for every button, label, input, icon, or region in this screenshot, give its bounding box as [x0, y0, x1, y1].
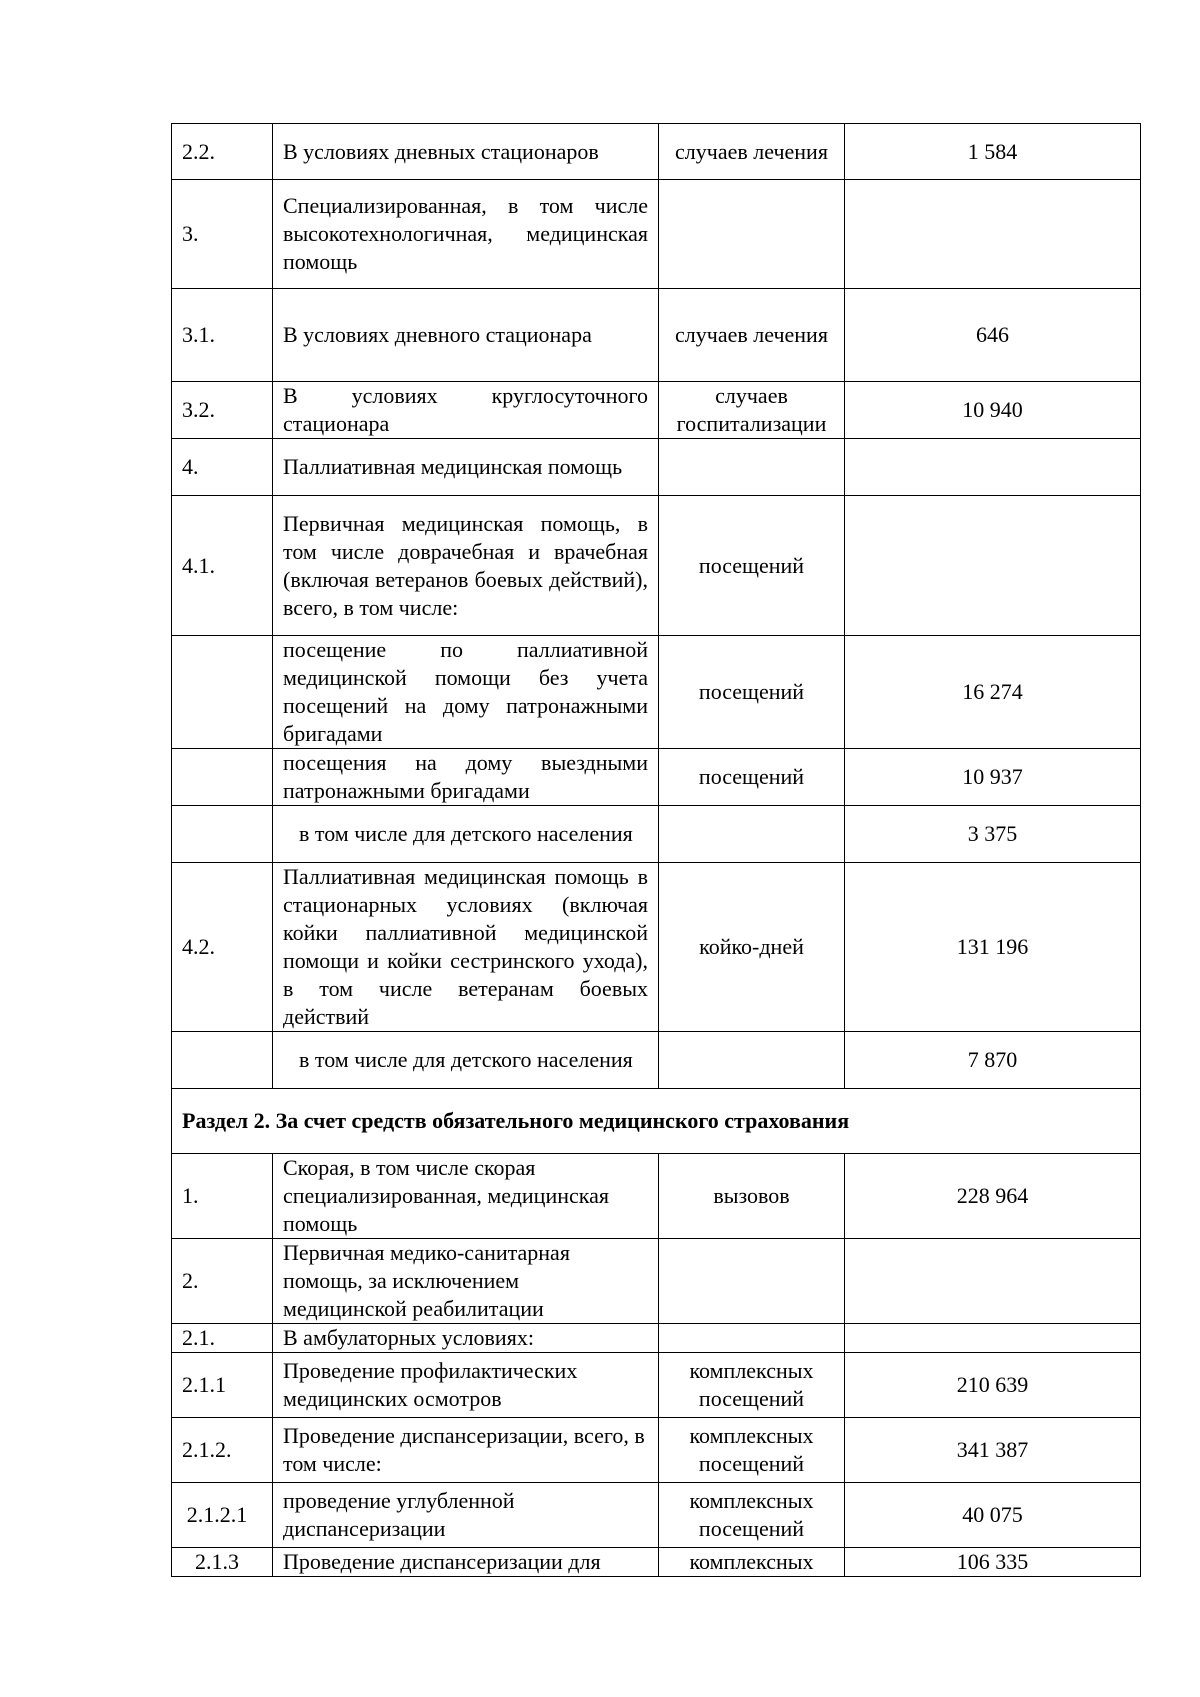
row-unit [659, 1324, 845, 1353]
section-title: Раздел 2. За счет средств обязательного медицинского страхования [172, 1089, 1141, 1154]
table-row [172, 382, 1141, 439]
row-name: В амбулаторных условиях: [273, 1324, 659, 1353]
row-unit [659, 1239, 845, 1324]
row-name: Паллиативная медицинская помощь в стационарных условиях (включая койки паллиативной медицинской помощи и койки сестринского ухода), в том числе ветеранам боевых действий [273, 863, 659, 1032]
row-value [845, 496, 1141, 636]
row-value: 131 196 [845, 863, 1141, 1032]
row-name: в том числе для детского населения [273, 1032, 659, 1089]
table-row [172, 496, 1141, 636]
row-unit: посещений [659, 496, 845, 636]
row-unit: вызовов [659, 1154, 845, 1239]
row-unit: случаев госпитализации [659, 382, 845, 439]
row-unit: случаев лечения [659, 124, 845, 180]
row-unit [659, 806, 845, 863]
row-number: 4.1. [172, 496, 273, 636]
row-unit: случаев лечения [659, 289, 845, 382]
row-number: 3.1. [172, 289, 273, 382]
row-value: 10 940 [845, 382, 1141, 439]
table-row [172, 289, 1141, 382]
table-row [172, 1548, 1141, 1577]
row-name: Первичная медико-санитарная помощь, за исключением медицинской реабилитации [273, 1239, 659, 1324]
table-row [172, 180, 1141, 289]
row-number: 4.2. [172, 863, 273, 1032]
row-value: 106 335 [845, 1548, 1141, 1577]
row-value: 1 584 [845, 124, 1141, 180]
row-number: 2.1. [172, 1324, 273, 1353]
row-number: 3.2. [172, 382, 273, 439]
row-number [172, 749, 273, 806]
table-row [172, 1154, 1141, 1239]
table-row [172, 863, 1141, 1032]
row-number: 4. [172, 439, 273, 496]
row-name: в том числе для детского населения [273, 806, 659, 863]
row-name: В условиях круглосуточного стационара [273, 382, 659, 439]
row-name: посещение по паллиативной медицинской помощи без учета посещений на дому патронажными бригадами [273, 636, 659, 749]
row-unit: комплексных посещений [659, 1418, 845, 1483]
row-number: 2.1.3 [172, 1548, 273, 1577]
section-row [172, 1089, 1141, 1154]
row-unit [659, 1032, 845, 1089]
row-unit [659, 439, 845, 496]
row-value: 646 [845, 289, 1141, 382]
row-name: Специализированная, в том числе высокотехнологичная, медицинская помощь [273, 180, 659, 289]
row-number [172, 636, 273, 749]
row-unit: комплексных [659, 1548, 845, 1577]
row-number [172, 1032, 273, 1089]
row-unit: комплексных посещений [659, 1353, 845, 1418]
row-name: В условиях дневных стационаров [273, 124, 659, 180]
row-name: В условиях дневного стационара [273, 289, 659, 382]
table-row [172, 1418, 1141, 1483]
row-name: посещения на дому выездными патронажными бригадами [273, 749, 659, 806]
data-table [171, 123, 1141, 1577]
row-unit: посещений [659, 749, 845, 806]
row-value: 10 937 [845, 749, 1141, 806]
row-unit: посещений [659, 636, 845, 749]
row-unit: койко-дней [659, 863, 845, 1032]
row-number: 2. [172, 1239, 273, 1324]
table-row [172, 124, 1141, 180]
row-value [845, 180, 1141, 289]
table-row [172, 1483, 1141, 1548]
row-value: 210 639 [845, 1353, 1141, 1418]
row-value [845, 1239, 1141, 1324]
table-row [172, 749, 1141, 806]
row-name: Скорая, в том числе скорая специализированная, медицинская помощь [273, 1154, 659, 1239]
row-value: 341 387 [845, 1418, 1141, 1483]
row-name: Проведение диспансеризации, всего, в том числе: [273, 1418, 659, 1483]
row-name: Проведение профилактических медицинских осмотров [273, 1353, 659, 1418]
row-name: Первичная медицинская помощь, в том числе доврачебная и врачебная (включая ветеранов боевых действий), всего, в том числе: [273, 496, 659, 636]
row-value: 3 375 [845, 806, 1141, 863]
row-value: 40 075 [845, 1483, 1141, 1548]
row-unit [659, 180, 845, 289]
row-name: проведение углубленной диспансеризации [273, 1483, 659, 1548]
row-number: 3. [172, 180, 273, 289]
row-value: 7 870 [845, 1032, 1141, 1089]
row-value: 228 964 [845, 1154, 1141, 1239]
table-row [172, 806, 1141, 863]
row-name: Паллиативная медицинская помощь [273, 439, 659, 496]
row-name: Проведение диспансеризации для [273, 1548, 659, 1577]
row-number: 2.1.2. [172, 1418, 273, 1483]
row-number: 2.2. [172, 124, 273, 180]
row-number: 1. [172, 1154, 273, 1239]
row-number: 2.1.2.1 [172, 1483, 273, 1548]
row-value [845, 1324, 1141, 1353]
table-row [172, 636, 1141, 749]
row-number: 2.1.1 [172, 1353, 273, 1418]
table-row [172, 439, 1141, 496]
row-number [172, 806, 273, 863]
row-value [845, 439, 1141, 496]
row-unit: комплексных посещений [659, 1483, 845, 1548]
table-row [172, 1239, 1141, 1324]
table-row [172, 1324, 1141, 1353]
table-row [172, 1353, 1141, 1418]
row-value: 16 274 [845, 636, 1141, 749]
table-row [172, 1032, 1141, 1089]
